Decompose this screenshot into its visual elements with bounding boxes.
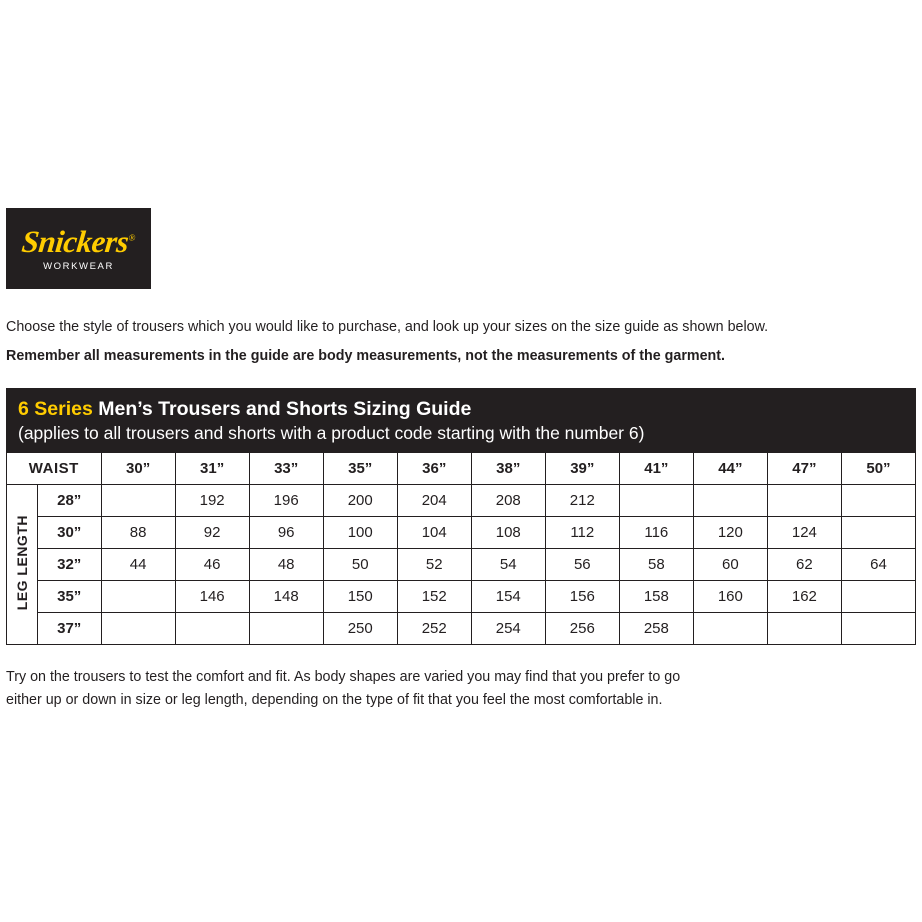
cell-0-4: 204 — [397, 485, 471, 517]
cell-3-7: 158 — [619, 581, 693, 613]
cell-3-8: 160 — [693, 581, 767, 613]
waist-corner-label: WAIST — [7, 453, 102, 485]
cell-2-4: 52 — [397, 549, 471, 581]
cell-1-3: 100 — [323, 517, 397, 549]
leg-label-1: 30” — [37, 517, 101, 549]
waist-header-10: 50” — [841, 453, 915, 485]
cell-4-9 — [767, 613, 841, 645]
leg-length-side-label — [7, 485, 38, 645]
cell-1-1: 92 — [175, 517, 249, 549]
cell-0-8 — [693, 485, 767, 517]
waist-header-3: 35” — [323, 453, 397, 485]
waist-header-0: 30” — [101, 453, 175, 485]
cell-3-10 — [841, 581, 915, 613]
waist-header-1: 31” — [175, 453, 249, 485]
cell-3-3: 150 — [323, 581, 397, 613]
cell-2-8: 60 — [693, 549, 767, 581]
cell-0-6: 212 — [545, 485, 619, 517]
cell-2-1: 46 — [175, 549, 249, 581]
table-row — [7, 517, 916, 549]
cell-3-1: 146 — [175, 581, 249, 613]
cell-1-7: 116 — [619, 517, 693, 549]
leg-label-2: 32” — [37, 549, 101, 581]
waist-header-2: 33” — [249, 453, 323, 485]
cell-1-8: 120 — [693, 517, 767, 549]
waist-header-6: 39” — [545, 453, 619, 485]
logo-brand-text — [20, 223, 137, 259]
cell-0-3: 200 — [323, 485, 397, 517]
cell-3-4: 152 — [397, 581, 471, 613]
cell-4-3: 250 — [323, 613, 397, 645]
outro-line-2: either up or down in size or leg length, depending on the type of fit that you feel the most comfortable in. — [6, 691, 663, 708]
table-row — [7, 613, 916, 645]
waist-header-9: 47” — [767, 453, 841, 485]
cell-0-9 — [767, 485, 841, 517]
cell-2-3: 50 — [323, 549, 397, 581]
cell-4-2 — [249, 613, 323, 645]
leg-label-0: 28” — [37, 485, 101, 517]
cell-2-10: 64 — [841, 549, 915, 581]
sizing-guide-title — [18, 397, 904, 421]
cell-3-5: 154 — [471, 581, 545, 613]
size-table-container — [6, 452, 916, 645]
intro-text — [6, 316, 906, 367]
leg-label-3: 35” — [37, 581, 101, 613]
cell-0-7 — [619, 485, 693, 517]
table-row — [7, 549, 916, 581]
cell-0-10 — [841, 485, 915, 517]
sizing-guide-title-bar — [6, 388, 916, 455]
title-rest: Men’s Trousers and Shorts Sizing Guide — [92, 398, 472, 420]
cell-1-5: 108 — [471, 517, 545, 549]
title-accent: 6 Series — [18, 398, 93, 420]
cell-3-2: 148 — [249, 581, 323, 613]
intro-line-1: Choose the style of trousers which you would like to purchase, and look up your sizes on the size guide as shown below. — [6, 319, 769, 335]
cell-4-0 — [101, 613, 175, 645]
cell-4-5: 254 — [471, 613, 545, 645]
cell-0-2: 196 — [249, 485, 323, 517]
table-row — [7, 485, 916, 517]
cell-2-6: 56 — [545, 549, 619, 581]
table-row — [7, 581, 916, 613]
outro-line-1: Try on the trousers to test the comfort and fit. As body shapes are varied you may find that you prefer to go — [6, 669, 681, 685]
outro-text — [6, 666, 886, 712]
table-header-row — [7, 453, 916, 485]
leg-length-side-label-text: LEG LENGTH — [13, 514, 30, 611]
cell-4-4: 252 — [397, 613, 471, 645]
cell-1-0: 88 — [101, 517, 175, 549]
cell-4-10 — [841, 613, 915, 645]
cell-4-8 — [693, 613, 767, 645]
intro-line-2: Remember all measurements in the guide are body measurements, not the measurements of the garment. — [6, 348, 726, 365]
size-table — [6, 452, 916, 645]
cell-3-9: 162 — [767, 581, 841, 613]
waist-header-5: 38” — [471, 453, 545, 485]
waist-header-7: 41” — [619, 453, 693, 485]
cell-1-6: 112 — [545, 517, 619, 549]
cell-3-6: 156 — [545, 581, 619, 613]
cell-4-7: 258 — [619, 613, 693, 645]
cell-2-7: 58 — [619, 549, 693, 581]
cell-1-2: 96 — [249, 517, 323, 549]
cell-1-9: 124 — [767, 517, 841, 549]
leg-label-4: 37” — [37, 613, 101, 645]
cell-4-1 — [175, 613, 249, 645]
snickers-workwear-logo — [6, 208, 151, 289]
cell-2-0: 44 — [101, 549, 175, 581]
waist-header-8: 44” — [693, 453, 767, 485]
cell-1-10 — [841, 517, 915, 549]
cell-4-6: 256 — [545, 613, 619, 645]
logo-brand-name: Snickers — [20, 223, 131, 259]
cell-2-9: 62 — [767, 549, 841, 581]
cell-2-5: 54 — [471, 549, 545, 581]
registered-trademark-icon: ® — [128, 232, 136, 243]
cell-0-5: 208 — [471, 485, 545, 517]
cell-0-0 — [101, 485, 175, 517]
sizing-guide-subtitle: (applies to all trousers and shorts with a product code starting with the number 6) — [18, 423, 645, 444]
cell-2-2: 48 — [249, 549, 323, 581]
cell-0-1: 192 — [175, 485, 249, 517]
waist-header-4: 36” — [397, 453, 471, 485]
cell-1-4: 104 — [397, 517, 471, 549]
logo-tagline: WORKWEAR — [43, 260, 114, 272]
cell-3-0 — [101, 581, 175, 613]
